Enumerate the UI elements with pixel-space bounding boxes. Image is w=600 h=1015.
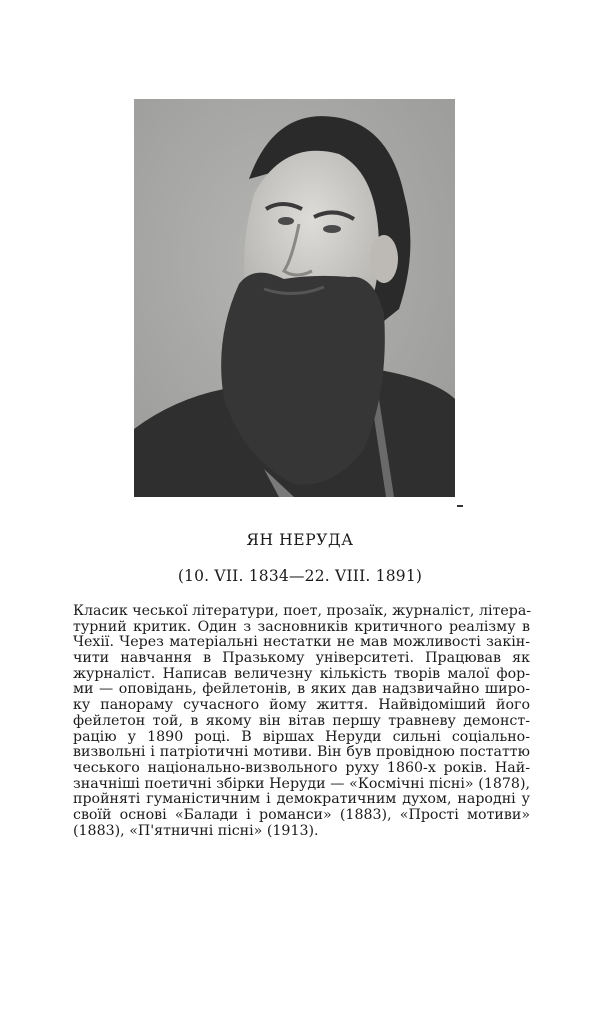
biography-line: фейлетон той, в якому він вітав першу травневу демонст- — [73, 712, 530, 729]
biography-text — [73, 604, 530, 839]
author-name: ЯН НЕРУДА — [246, 531, 354, 549]
biography-line: турний критик. Один з засновників критичного реалізму в — [73, 618, 530, 635]
biography-line: пройняті гуманістичним і демократичним духом, народні у — [73, 791, 530, 808]
biography-line: ку панораму сучасного йому життя. Найвідоміший його — [73, 697, 530, 714]
biography-line: своїй основі «Балади і романси» (1883), «Прості мотиви» — [73, 806, 530, 823]
biography-line: журналіст. Написав величезну кількість творів малої фор- — [73, 665, 530, 682]
biography-line: Чехії. Через матеріальні нестатки не мав можливості закін- — [73, 634, 530, 651]
author-dates: (10. VII. 1834—22. VIII. 1891) — [177, 567, 423, 585]
biography-line: значніші поетичні збірки Неруди — «Космічні пісні» (1878), — [73, 775, 530, 792]
portrait-photo — [134, 99, 455, 497]
biography-line: визвольні і патріотичні мотиви. Він був провідною постаттю — [73, 744, 530, 761]
biography-line: рацію у 1890 році. В віршах Неруди сильні соціально- — [73, 728, 530, 745]
portrait-image — [134, 99, 455, 497]
page-mark — [457, 505, 463, 507]
biography-line: чити навчання в Празькому університеті. Працював як — [73, 650, 530, 667]
biography-line: чеського національно-визвольного руху 1860-х років. Най- — [73, 759, 530, 776]
biography-line: (1883), «П'ятничні пісні» (1913). — [73, 822, 319, 839]
biography-line: ми — оповідань, фейлетонів, в яких дав надзвичайно широ- — [73, 681, 530, 698]
biography-line: Класик чеської літератури, поет, прозаїк, журналіст, літера- — [73, 603, 532, 619]
